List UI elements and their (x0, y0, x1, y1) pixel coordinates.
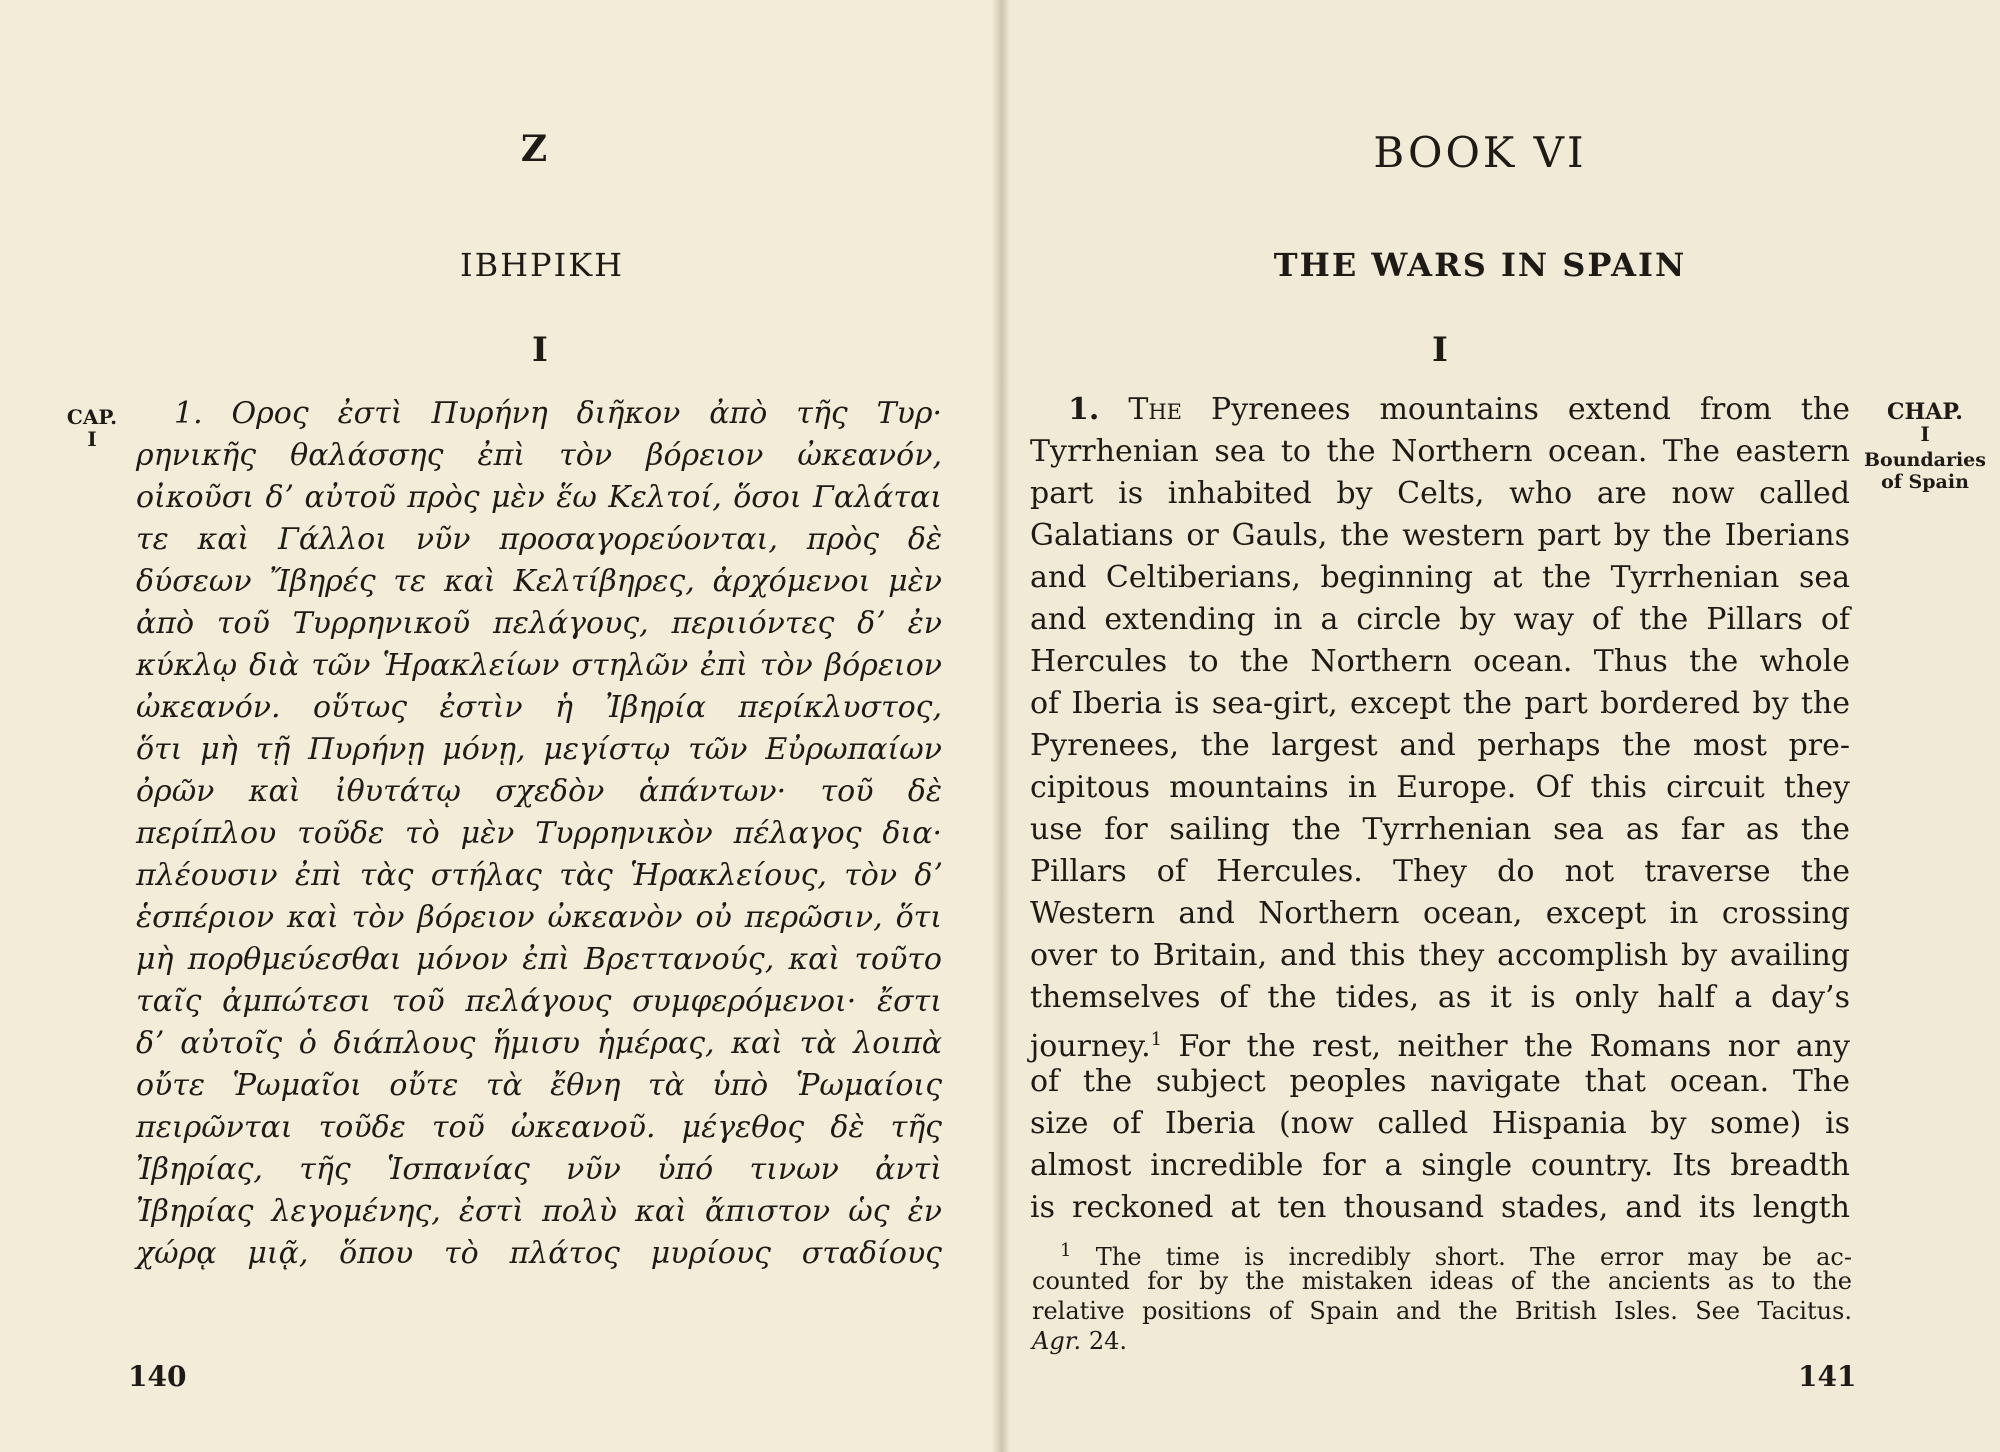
english-line: size of Iberia (now called Hispania by some) is (1030, 1106, 1850, 1141)
footnote-text-1: The time is incredibly short. The error may be ac- (1095, 1243, 1852, 1271)
english-line: Galatians or Gauls, the western part by the Iberians (1030, 518, 1850, 553)
english-line: part is inhabited by Celts, who are now called (1030, 476, 1850, 511)
english-line: and extending in a circle by way of the Pillars of (1030, 602, 1850, 637)
greek-line: ὅτι μὴ τῇ Πυρήνῃ μόνῃ, μεγίστῳ τῶν Εὐρωπαίων (136, 732, 942, 767)
greek-line: ρηνικῆς θαλάσσης ἐπὶ τὸν βόρειον ὠκεανόν, (136, 438, 942, 473)
english-line: Western and Northern ocean, except in crossing (1030, 896, 1850, 931)
footnote-ref: 1 (1150, 1029, 1163, 1050)
margin-note-of-spain: of Spain (1881, 471, 1969, 493)
footnote-agr: Agr. (1032, 1327, 1082, 1355)
greek-line: δύσεων Ἴβηρές τε καὶ Κελτίβηρες, ἀρχόμενοι μὲν (136, 564, 942, 599)
english-line: cipitous mountains in Europe. Of this circuit they (1030, 770, 1850, 805)
book-gutter (992, 0, 1010, 1452)
journey-word: journey. (1030, 1029, 1151, 1064)
left-page-number: 140 (128, 1360, 187, 1393)
english-line: use for sailing the Tyrrhenian sea as far as the (1030, 812, 1850, 847)
first-word: The (1128, 392, 1182, 427)
greek-line: μὴ πορθμεύεσθαι μόνον ἐπὶ Βρεττανούς, καὶ τοῦτο (136, 942, 942, 977)
greek-margin-num: I (87, 427, 97, 451)
english-line: themselves of the tides, as it is only half a day’s (1030, 980, 1850, 1015)
greek-line: ὀρῶν καὶ ἰθυτάτῳ σχεδὸν ἁπάντων· τοῦ δὲ (136, 774, 942, 809)
greek-book-letter: Z (520, 128, 550, 170)
english-book-heading: BOOK VI (1373, 128, 1587, 177)
footnote-line: relative positions of Spain and the British Isles. See Tacitus. (1032, 1297, 1852, 1325)
english-line: Pillars of Hercules. They do not traverse the (1030, 854, 1850, 889)
greek-title: ΙΒΗΡΙΚΗ (459, 246, 625, 284)
greek-text (136, 393, 942, 1275)
greek-line: τε καὶ Γάλλοι νῦν προσαγορεύονται, πρὸς δὲ (136, 522, 942, 557)
footnote-line-last (1032, 1326, 1852, 1356)
greek-line: ἑσπέριον καὶ τὸν βόρειον ὠκεανὸν οὐ περῶσιν, ὅτι (136, 900, 942, 935)
english-title: THE WARS IN SPAIN (1273, 246, 1687, 284)
english-line: Tyrrhenian sea to the Northern ocean. The eastern (1030, 434, 1850, 469)
greek-line: ταῖς ἀμπώτεσι τοῦ πελάγους συμφερόμενοι· ἔστι (136, 984, 942, 1019)
greek-margin-chap: CAP. (66, 405, 118, 429)
footnote-line: counted for by the mistaken ideas of the ancients as to the (1032, 1267, 1852, 1295)
english-journey-line (1030, 1019, 1850, 1064)
footnote-marker: 1 (1060, 1240, 1072, 1261)
margin-note-boundaries: Boundaries (1864, 449, 1986, 471)
english-line: Hercules to the Northern ocean. Thus the whole (1030, 644, 1850, 679)
footnote (1032, 1236, 1852, 1356)
greek-line: οἰκοῦσι δʼ αὐτοῦ πρὸς μὲν ἕω Κελτοί, ὅσοι Γαλάται (136, 480, 942, 515)
greek-line: πλέουσιν ἐπὶ τὰς στήλας τὰς Ἡρακλείους, τὸν δʼ (136, 858, 942, 893)
english-first-line (1030, 389, 1850, 431)
english-margin-num: I (1920, 422, 1930, 446)
english-text (1030, 389, 1850, 1229)
greek-line: κύκλῳ διὰ τῶν Ἡρακλείων στηλῶν ἐπὶ τὸν βόρειον (136, 648, 942, 683)
right-page-number: 141 (1798, 1360, 1857, 1393)
english-line: over to Britain, and this they accomplish by availing (1030, 938, 1850, 973)
english-chapter-number: I (1432, 330, 1448, 370)
english-line: Pyrenees, the largest and perhaps the most pre- (1030, 728, 1850, 763)
footnote-line (1032, 1236, 1852, 1271)
greek-line: ὠκεανόν. οὕτως ἐστὶν ἡ Ἰβηρία περίκλυστος, (136, 690, 942, 725)
journey-rest: For the rest, neither the Romans nor any (1178, 1029, 1850, 1064)
greek-line: οὔτε Ῥωμαῖοι οὔτε τὰ ἔθνη τὰ ὑπὸ Ῥωμαίοις (136, 1068, 942, 1103)
greek-line: Ἰβηρίας, τῆς Ἱσπανίας νῦν ὑπό τινων ἀντὶ (136, 1152, 942, 1187)
english-line: almost incredible for a single country. Its breadth (1030, 1148, 1850, 1183)
greek-line: χώρᾳ μιᾷ, ὅπου τὸ πλάτος μυρίους σταδίους (136, 1236, 942, 1271)
footnote-ref-number: 24. (1088, 1327, 1127, 1355)
english-line: of Iberia is sea-girt, except the part bordered by the (1030, 686, 1850, 721)
greek-line: δʼ αὐτοῖς ὁ διάπλους ἥμισυ ἡμέρας, καὶ τὰ λοιπὰ (136, 1026, 942, 1061)
english-margin-chap: CHAP. (1887, 399, 1963, 425)
english-line: of the subject peoples navigate that ocean. The (1030, 1064, 1850, 1099)
section-number: 1. (1068, 392, 1100, 427)
greek-margin-note (62, 406, 122, 450)
greek-chapter-number: I (532, 330, 548, 370)
first-line-rest: Pyrenees mountains extend from the (1211, 392, 1850, 427)
show-through-mark (1070, 8, 1570, 38)
greek-line: ἀπὸ τοῦ Τυρρηνικοῦ πελάγους, περιιόντες δʼ ἐν (136, 606, 942, 641)
greek-line: Ἰβηρίας λεγομένης, ἐστὶ πολὺ καὶ ἄπιστον ὡς ἐν (136, 1194, 942, 1229)
greek-line: περίπλου τοῦδε τὸ μὲν Τυρρηνικὸν πέλαγος δια· (136, 816, 942, 851)
english-line: is reckoned at ten thousand stades, and its length (1030, 1190, 1850, 1225)
greek-line: 1. Ορος ἐστὶ Πυρήνη διῆκον ἀπὸ τῆς Τυρ· (174, 396, 942, 431)
greek-line: πειρῶνται τοῦδε τοῦ ὠκεανοῦ. μέγεθος δὲ τῆς (136, 1110, 942, 1145)
english-line: and Celtiberians, beginning at the Tyrrhenian sea (1030, 560, 1850, 595)
english-margin-note (1855, 401, 1995, 493)
